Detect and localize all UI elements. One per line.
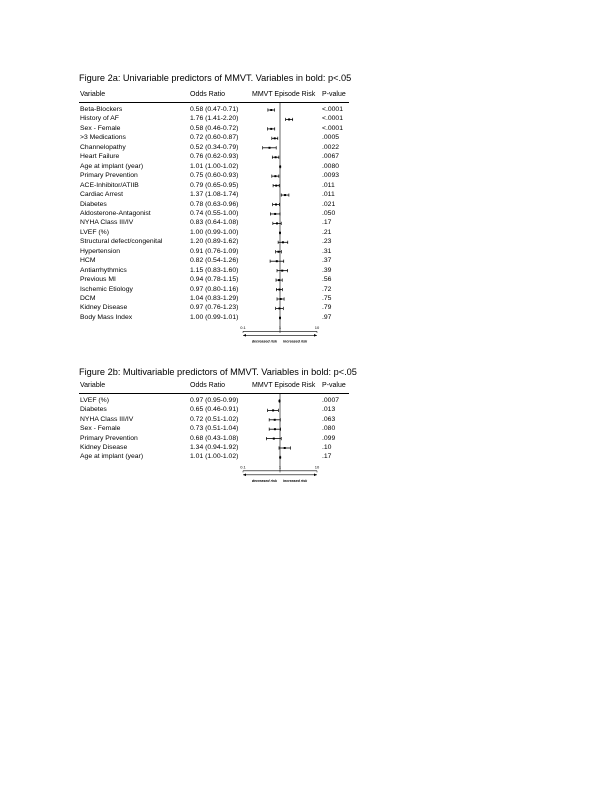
column-header-odds-ratio: Odds Ratio (190, 91, 226, 98)
point-estimate (274, 213, 276, 215)
odds-ratio-value: 0.97 (0.95-0.99) (190, 397, 239, 404)
odds-ratio-value: 0.91 (0.76-1.09) (190, 247, 239, 255)
p-value: .10 (322, 444, 332, 451)
variable-label: Hypertension (80, 247, 121, 255)
point-estimate (274, 419, 276, 421)
variable-label: Age at implant (year) (80, 162, 144, 170)
x-tick-label: 0.1 (240, 325, 246, 331)
column-header-variable: Variable (80, 91, 106, 98)
odds-ratio-value: 0.78 (0.63-0.96) (190, 200, 239, 208)
variable-label: Sex - Female (80, 124, 121, 132)
p-value: .97 (322, 313, 332, 321)
point-estimate (275, 204, 277, 206)
point-estimate (270, 128, 272, 130)
variable-label: Primary Prevention (80, 172, 138, 180)
point-estimate (272, 409, 274, 411)
p-value: .013 (322, 406, 336, 414)
point-estimate (268, 147, 270, 149)
column-header-p-value: P-value (322, 91, 346, 98)
p-value: .31 (322, 247, 332, 255)
variable-label: Antiarrhythmics (80, 266, 127, 274)
point-estimate (274, 175, 276, 177)
point-estimate (274, 137, 276, 139)
variable-label: Structural defect/congenital (80, 238, 163, 246)
variable-label: Heart Failure (80, 153, 120, 161)
p-value: .050 (322, 209, 336, 217)
odds-ratio-value: 0.72 (0.60-0.87) (190, 134, 239, 142)
odds-ratio-value: 0.83 (0.64-1.08) (190, 219, 239, 227)
p-value: .063 (322, 415, 336, 423)
p-value: .56 (322, 276, 332, 284)
p-value: .011 (322, 191, 335, 199)
variable-label: Beta-Blockers (80, 106, 123, 113)
figure-title: Figure 2b: Multivariable predictors of MMVT. Variables in bold: p<.05 (79, 367, 357, 377)
point-estimate (275, 185, 277, 187)
figure-2a (79, 73, 379, 358)
variable-label: NYHA Class III/IV (80, 415, 134, 423)
point-estimate (270, 109, 272, 111)
odds-ratio-value: 1.76 (1.41-2.20) (190, 115, 239, 123)
variable-label: DCM (80, 295, 96, 302)
variable-label: LVEF (%) (80, 397, 109, 404)
variable-label: HCM (80, 257, 96, 265)
variable-label: Ischemic Etiology (80, 285, 133, 293)
variable-label: Cardiac Arrest (80, 191, 124, 199)
p-value: .75 (322, 295, 332, 302)
point-estimate (284, 194, 286, 196)
variable-label: Kidney Disease (80, 304, 128, 312)
variable-label: Age at implant (year) (80, 453, 144, 461)
point-estimate (288, 118, 290, 120)
p-value: .099 (322, 434, 336, 442)
p-value: .79 (322, 304, 332, 312)
p-value: .21 (322, 228, 332, 236)
point-estimate (284, 447, 286, 449)
variable-label: Body Mass Index (80, 313, 133, 321)
x-tick-label: 1 (278, 325, 282, 331)
arrow-right-icon (314, 334, 317, 337)
p-value: <.0001 (322, 115, 343, 123)
p-value: .021 (322, 200, 336, 208)
variable-label: LVEF (%) (80, 228, 109, 236)
variable-label: Diabetes (80, 200, 107, 208)
odds-ratio-value: 0.82 (0.54-1.26) (190, 257, 239, 265)
odds-ratio-value: 0.72 (0.51-1.02) (190, 415, 239, 423)
odds-ratio-value: 0.68 (0.43-1.08) (190, 434, 239, 442)
column-header-odds-ratio: Odds Ratio (190, 382, 226, 389)
variable-label: Channelopathy (80, 143, 126, 151)
decreased-risk-label: decreased risk (251, 339, 277, 344)
p-value: <.0001 (322, 124, 343, 132)
point-estimate (277, 251, 279, 253)
odds-ratio-value: 0.76 (0.62-0.93) (190, 153, 239, 161)
point-estimate (282, 241, 284, 243)
p-value: .23 (322, 238, 332, 246)
p-value: .17 (322, 219, 332, 227)
increased-risk-label: increased risk (283, 478, 308, 483)
p-value: .0067 (322, 153, 340, 161)
odds-ratio-value: 1.01 (1.00-1.02) (190, 162, 239, 170)
point-estimate (281, 270, 283, 272)
odds-ratio-value: 0.79 (0.65-0.95) (190, 181, 239, 189)
variable-label: Diabetes (80, 406, 107, 414)
variable-label: Kidney Disease (80, 444, 128, 451)
p-value: .0022 (322, 143, 340, 151)
point-estimate (276, 260, 278, 262)
odds-ratio-value: 0.74 (0.55-1.00) (190, 209, 239, 217)
odds-ratio-value: 0.65 (0.46-0.91) (190, 406, 239, 414)
odds-ratio-value: 0.94 (0.78-1.15) (190, 276, 239, 284)
odds-ratio-value: 0.58 (0.47-0.71) (190, 106, 239, 113)
arrow-left-icon (243, 334, 246, 337)
point-estimate (275, 156, 277, 158)
variable-label: Sex - Female (80, 425, 121, 433)
variable-label: >3 Medications (80, 134, 126, 142)
p-value: .0007 (322, 397, 340, 404)
forest-plot (79, 73, 379, 358)
variable-label: Primary Prevention (80, 434, 138, 442)
p-value: .72 (322, 285, 332, 293)
odds-ratio-value: 0.52 (0.34-0.79) (190, 143, 239, 151)
odds-ratio-value: 1.04 (0.83-1.29) (190, 295, 239, 302)
variable-label: History of AF (80, 115, 119, 123)
odds-ratio-value: 1.37 (1.08-1.74) (190, 191, 239, 199)
odds-ratio-value: 0.97 (0.80-1.16) (190, 285, 239, 293)
decreased-risk-label: decreased risk (251, 478, 277, 483)
variable-label: ACE-Inhibitor/ATIIB (80, 181, 139, 189)
p-value: .0080 (322, 162, 340, 170)
odds-ratio-value: 1.34 (0.94-1.92) (190, 444, 239, 451)
column-header-p-value: P-value (322, 382, 346, 389)
increased-risk-label: increased risk (283, 339, 308, 344)
p-value: .0093 (322, 172, 340, 180)
column-header-risk-plot: MMVT Episode Risk (252, 91, 316, 98)
odds-ratio-value: 0.97 (0.76-1.23) (190, 304, 239, 312)
p-value: .0005 (322, 134, 340, 142)
point-estimate (274, 428, 276, 430)
p-value: .080 (322, 425, 336, 433)
odds-ratio-value: 1.00 (0.99-1.01) (190, 313, 239, 321)
forest-plot (79, 367, 379, 512)
variable-label: NYHA Class III/IV (80, 219, 134, 227)
p-value: .37 (322, 257, 332, 265)
arrow-right-icon (314, 474, 317, 477)
odds-ratio-value: 0.73 (0.51-1.04) (190, 425, 239, 433)
x-tick-label: 1 (278, 464, 282, 470)
odds-ratio-value: 1.00 (0.99-1.00) (190, 228, 239, 236)
column-header-variable: Variable (80, 382, 106, 389)
odds-ratio-value: 0.75 (0.60-0.93) (190, 172, 239, 180)
p-value: .17 (322, 453, 332, 461)
x-tick-label: 10 (314, 464, 320, 470)
column-header-risk-plot: MMVT Episode Risk (252, 382, 316, 389)
point-estimate (276, 222, 278, 224)
variable-label: Previous MI (80, 276, 116, 284)
variable-label: Aldosterone-Antagonist (80, 209, 151, 217)
odds-ratio-value: 0.58 (0.46-0.72) (190, 124, 239, 132)
x-tick-label: 0.1 (240, 464, 246, 470)
figure-title: Figure 2a: Univariable predictors of MMVT. Variables in bold: p<.05 (79, 73, 352, 83)
p-value: <.0001 (322, 106, 343, 113)
x-tick-label: 10 (314, 325, 320, 331)
odds-ratio-value: 1.01 (1.00-1.02) (190, 453, 239, 461)
point-estimate (273, 438, 275, 440)
odds-ratio-value: 1.15 (0.83-1.60) (190, 266, 239, 274)
p-value: .39 (322, 266, 332, 274)
arrow-left-icon (243, 474, 246, 477)
p-value: .011 (322, 181, 335, 189)
odds-ratio-value: 1.20 (0.89-1.62) (190, 238, 239, 246)
figure-2b (79, 367, 379, 512)
